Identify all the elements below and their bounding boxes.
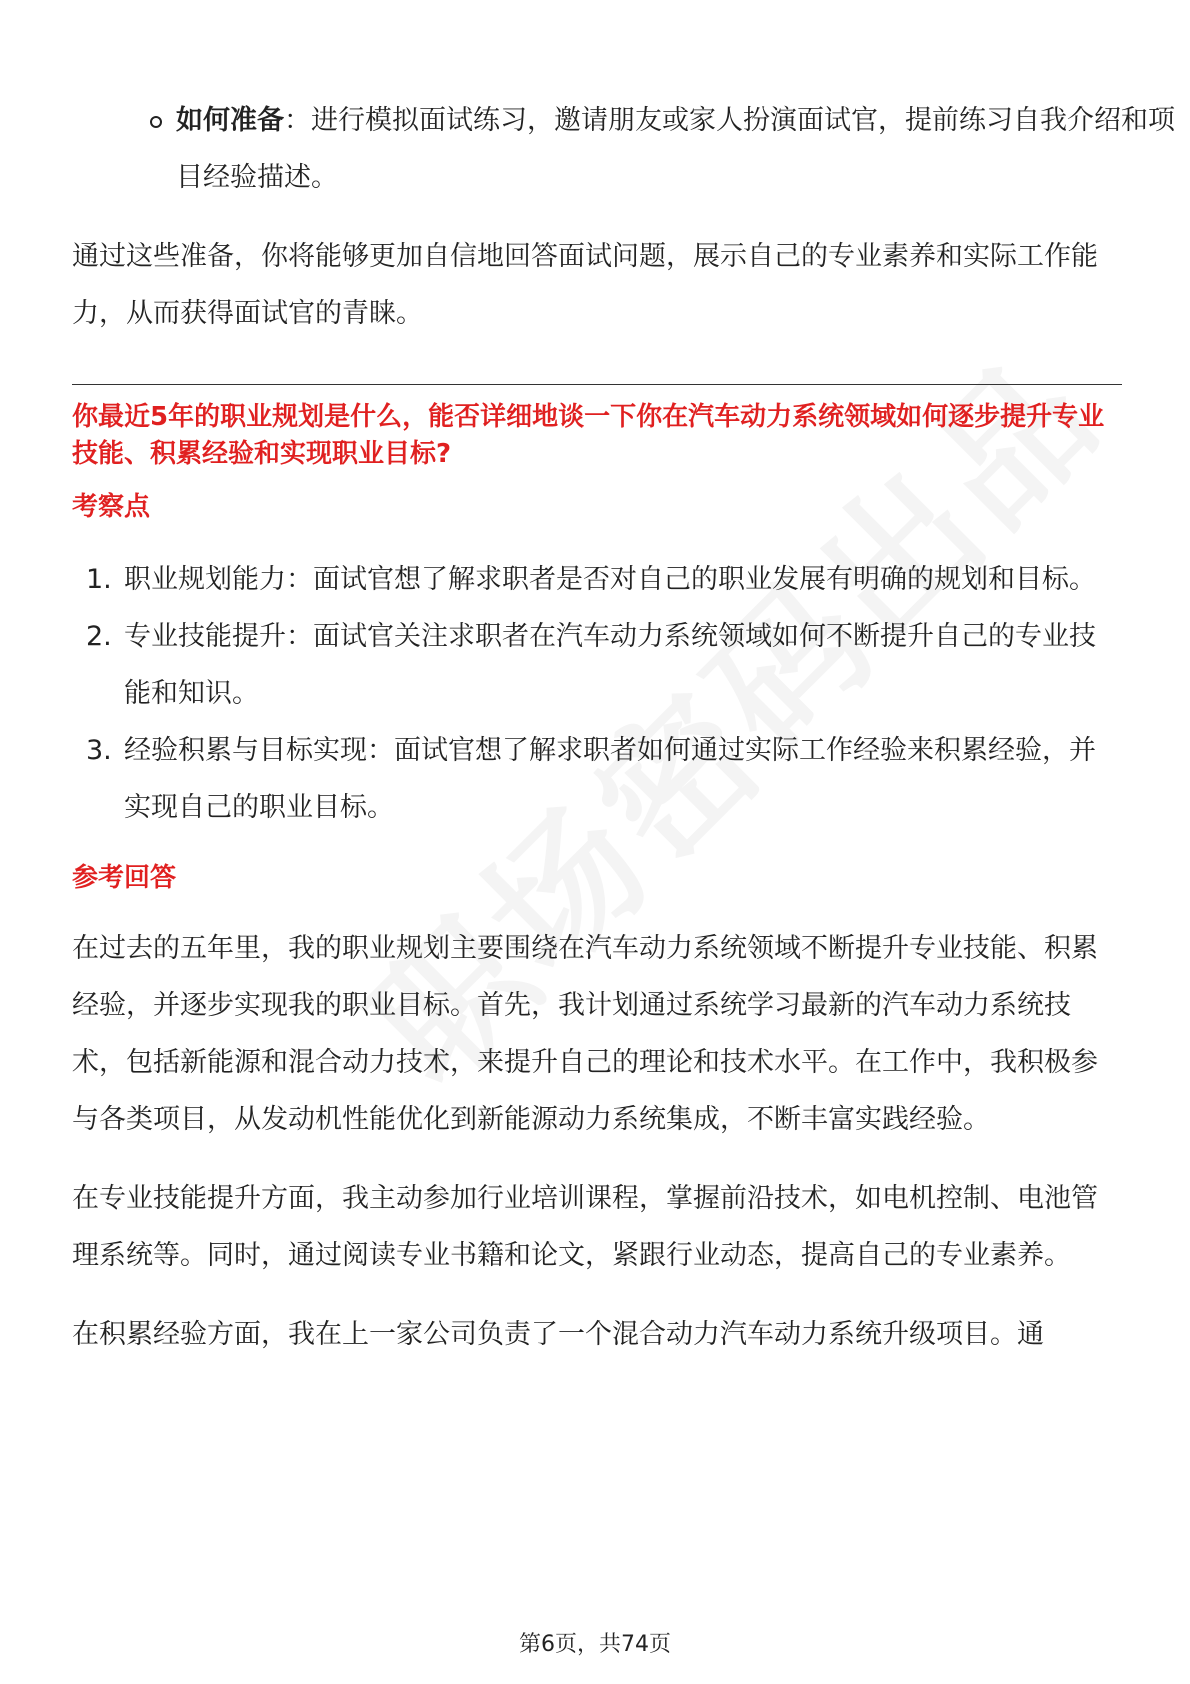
- answer-heading: 参考回答: [72, 863, 177, 893]
- assessment-list: [72, 551, 1122, 836]
- answer-paragraph: 在积累经验方面，我在上一家公司负责了一个混合动力汽车动力系统升级项目。通: [72, 1319, 1044, 1350]
- prep-bullet-text: ：进行模拟面试练习，邀请朋友或家人扮演面试官，提前练习自我介绍和项目经验描述。: [176, 105, 1175, 193]
- list-item: [72, 608, 1122, 722]
- page-number: 第6页，共74页: [519, 1632, 671, 1657]
- prep-bullet-label: 如何准备: [176, 105, 284, 136]
- list-item-text: 职业规划能力：面试官想了解求职者是否对自己的职业发展有明确的规划和目标。: [124, 564, 1096, 595]
- list-number: 2.: [86, 621, 112, 652]
- closing-paragraph: 通过这些准备，你将能够更加自信地回答面试问题，展示自己的专业素养和实际工作能力，从而获得面试官的青睐。: [72, 241, 1098, 329]
- answer-paragraph: 在专业技能提升方面，我主动参加行业培训课程，掌握前沿技术，如电机控制、电池管理系统等。同时，通过阅读专业书籍和论文，紧跟行业动态，提高自己的专业素养。: [72, 1183, 1098, 1271]
- list-number: 1.: [86, 564, 112, 595]
- list-item-text: 专业技能提升：面试官关注求职者在汽车动力系统领域如何不断提升自己的专业技能和知识。: [124, 621, 1096, 709]
- prep-bullet: [72, 92, 1186, 206]
- list-item: [72, 722, 1122, 836]
- assessment-heading: 考察点: [72, 492, 151, 522]
- page-content: [72, 92, 1175, 1363]
- list-number: 3.: [86, 735, 112, 766]
- list-item: [72, 551, 1122, 608]
- list-item-text: 经验积累与目标实现：面试官想了解求职者如何通过实际工作经验来积累经验，并实现自己的职业目标。: [124, 735, 1096, 823]
- hollow-bullet-icon: [150, 116, 162, 128]
- interview-question: 你最近5年的职业规划是什么，能否详细地谈一下你在汽车动力系统领域如何逐步提升专业技能、积累经验和实现职业目标?: [72, 402, 1105, 469]
- answer-paragraph: 在过去的五年里，我的职业规划主要围绕在汽车动力系统领域不断提升专业技能、积累经验，并逐步实现我的职业目标。首先，我计划通过系统学习最新的汽车动力系统技术，包括新能源和混合动力技术，来提升自己的理论和技术水平。在工作中，我积极参与各类项目，从发动机性能优化到新能源动力系统集成，不断丰富实践经验。: [72, 933, 1098, 1135]
